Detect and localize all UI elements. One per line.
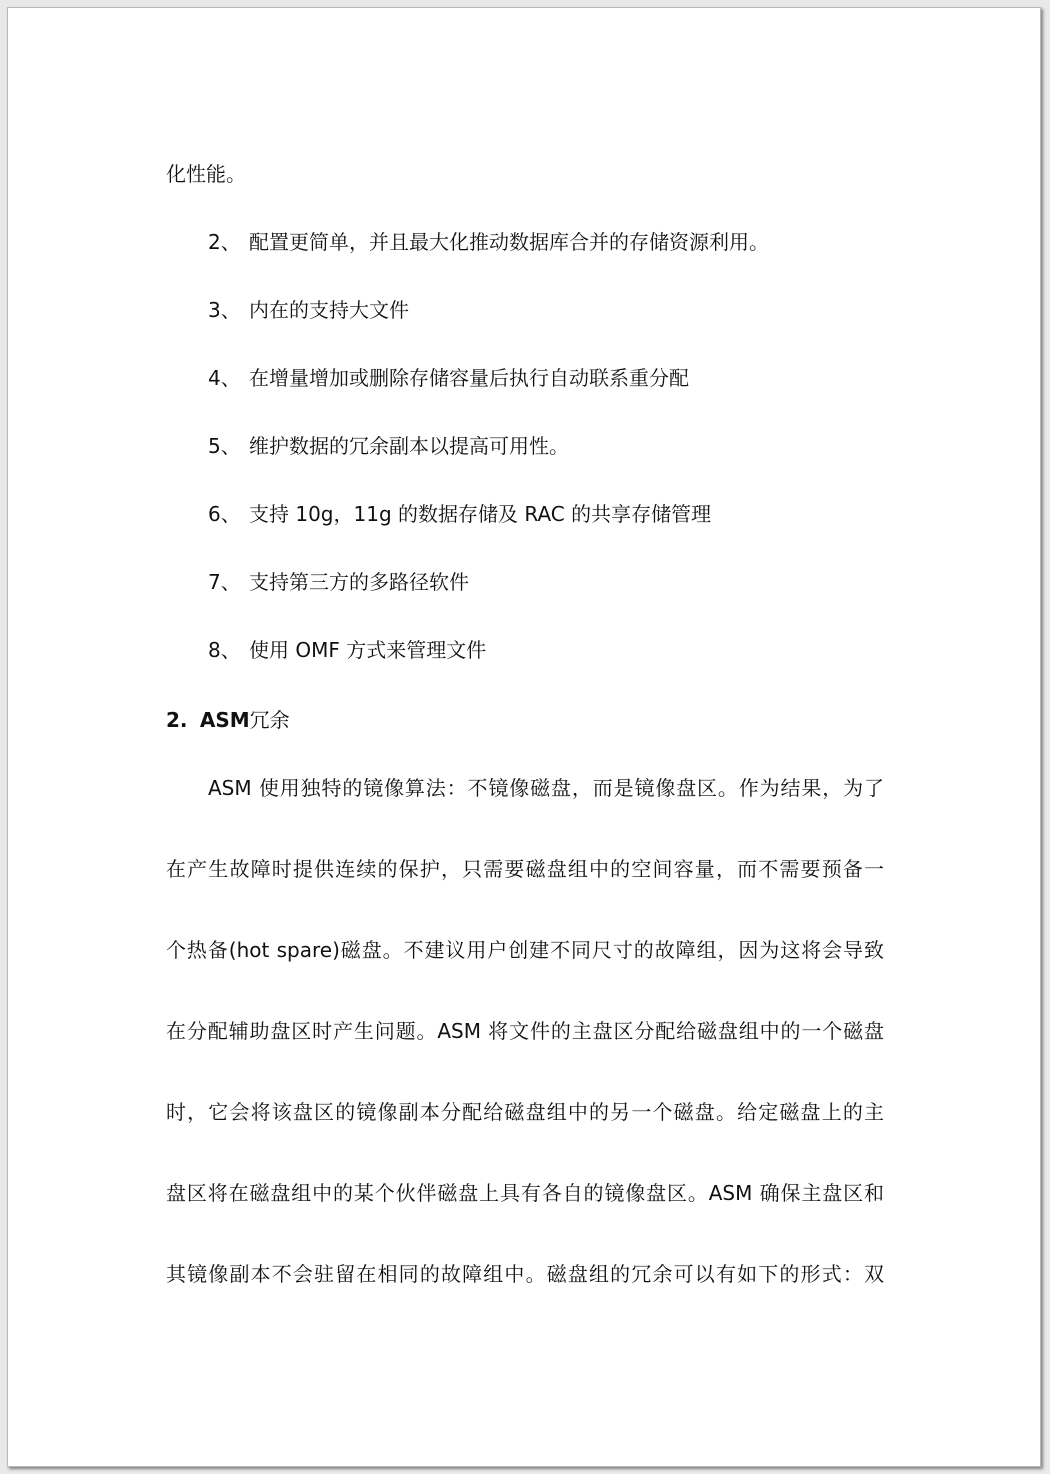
list-item-text: 维护数据的冗余副本以提高可用性。 xyxy=(249,434,569,458)
list-item-number: 8、 xyxy=(208,638,241,662)
paragraph-line: 个热备(hot spare)磁盘。不建议用户创建不同尺寸的故障组，因为这将会导致 xyxy=(166,938,884,962)
list-item-text: 使用 OMF 方式来管理文件 xyxy=(249,638,487,662)
section-heading-acronym: ASM xyxy=(199,708,250,732)
paragraph-line: 在分配辅助盘区时产生问题。ASM 将文件的主盘区分配给磁盘组中的一个磁盘 xyxy=(166,1019,884,1043)
list-item-number: 3、 xyxy=(208,298,241,322)
section-heading-text: 冗余 xyxy=(249,708,290,732)
section-heading-number: 2. xyxy=(166,708,188,732)
list-item-number: 5、 xyxy=(208,434,241,458)
list-item-text: 内在的支持大文件 xyxy=(249,298,409,322)
paragraph-line: 盘区将在磁盘组中的某个伙伴磁盘上具有各自的镜像盘区。ASM 确保主盘区和 xyxy=(166,1181,884,1205)
list-item-text: 支持 10g，11g 的数据存储及 RAC 的共享存储管理 xyxy=(249,502,712,526)
paragraph-line: 其镜像副本不会驻留在相同的故障组中。磁盘组的冗余可以有如下的形式：双 xyxy=(166,1262,884,1286)
list-item-number: 4、 xyxy=(208,366,241,390)
continuation-text: 化性能。 xyxy=(166,162,246,186)
list-item-number: 6、 xyxy=(208,502,241,526)
list-item-number: 7、 xyxy=(208,570,241,594)
paragraph-line: 在产生故障时提供连续的保护，只需要磁盘组中的空间容量，而不需要预备一 xyxy=(166,857,884,881)
list-item-text: 配置更简单，并且最大化推动数据库合并的存储资源利用。 xyxy=(249,230,769,254)
section-heading xyxy=(166,708,290,732)
list-item-text: 支持第三方的多路径软件 xyxy=(249,570,469,594)
paragraph-line: ASM 使用独特的镜像算法：不镜像磁盘，而是镜像盘区。作为结果，为了 xyxy=(208,776,884,800)
document-page xyxy=(7,7,1041,1467)
paragraph-line: 时，它会将该盘区的镜像副本分配给磁盘组中的另一个磁盘。给定磁盘上的主 xyxy=(166,1100,884,1124)
list-item-text: 在增量增加或删除存储容量后执行自动联系重分配 xyxy=(249,366,689,390)
list-item-number: 2、 xyxy=(208,230,241,254)
